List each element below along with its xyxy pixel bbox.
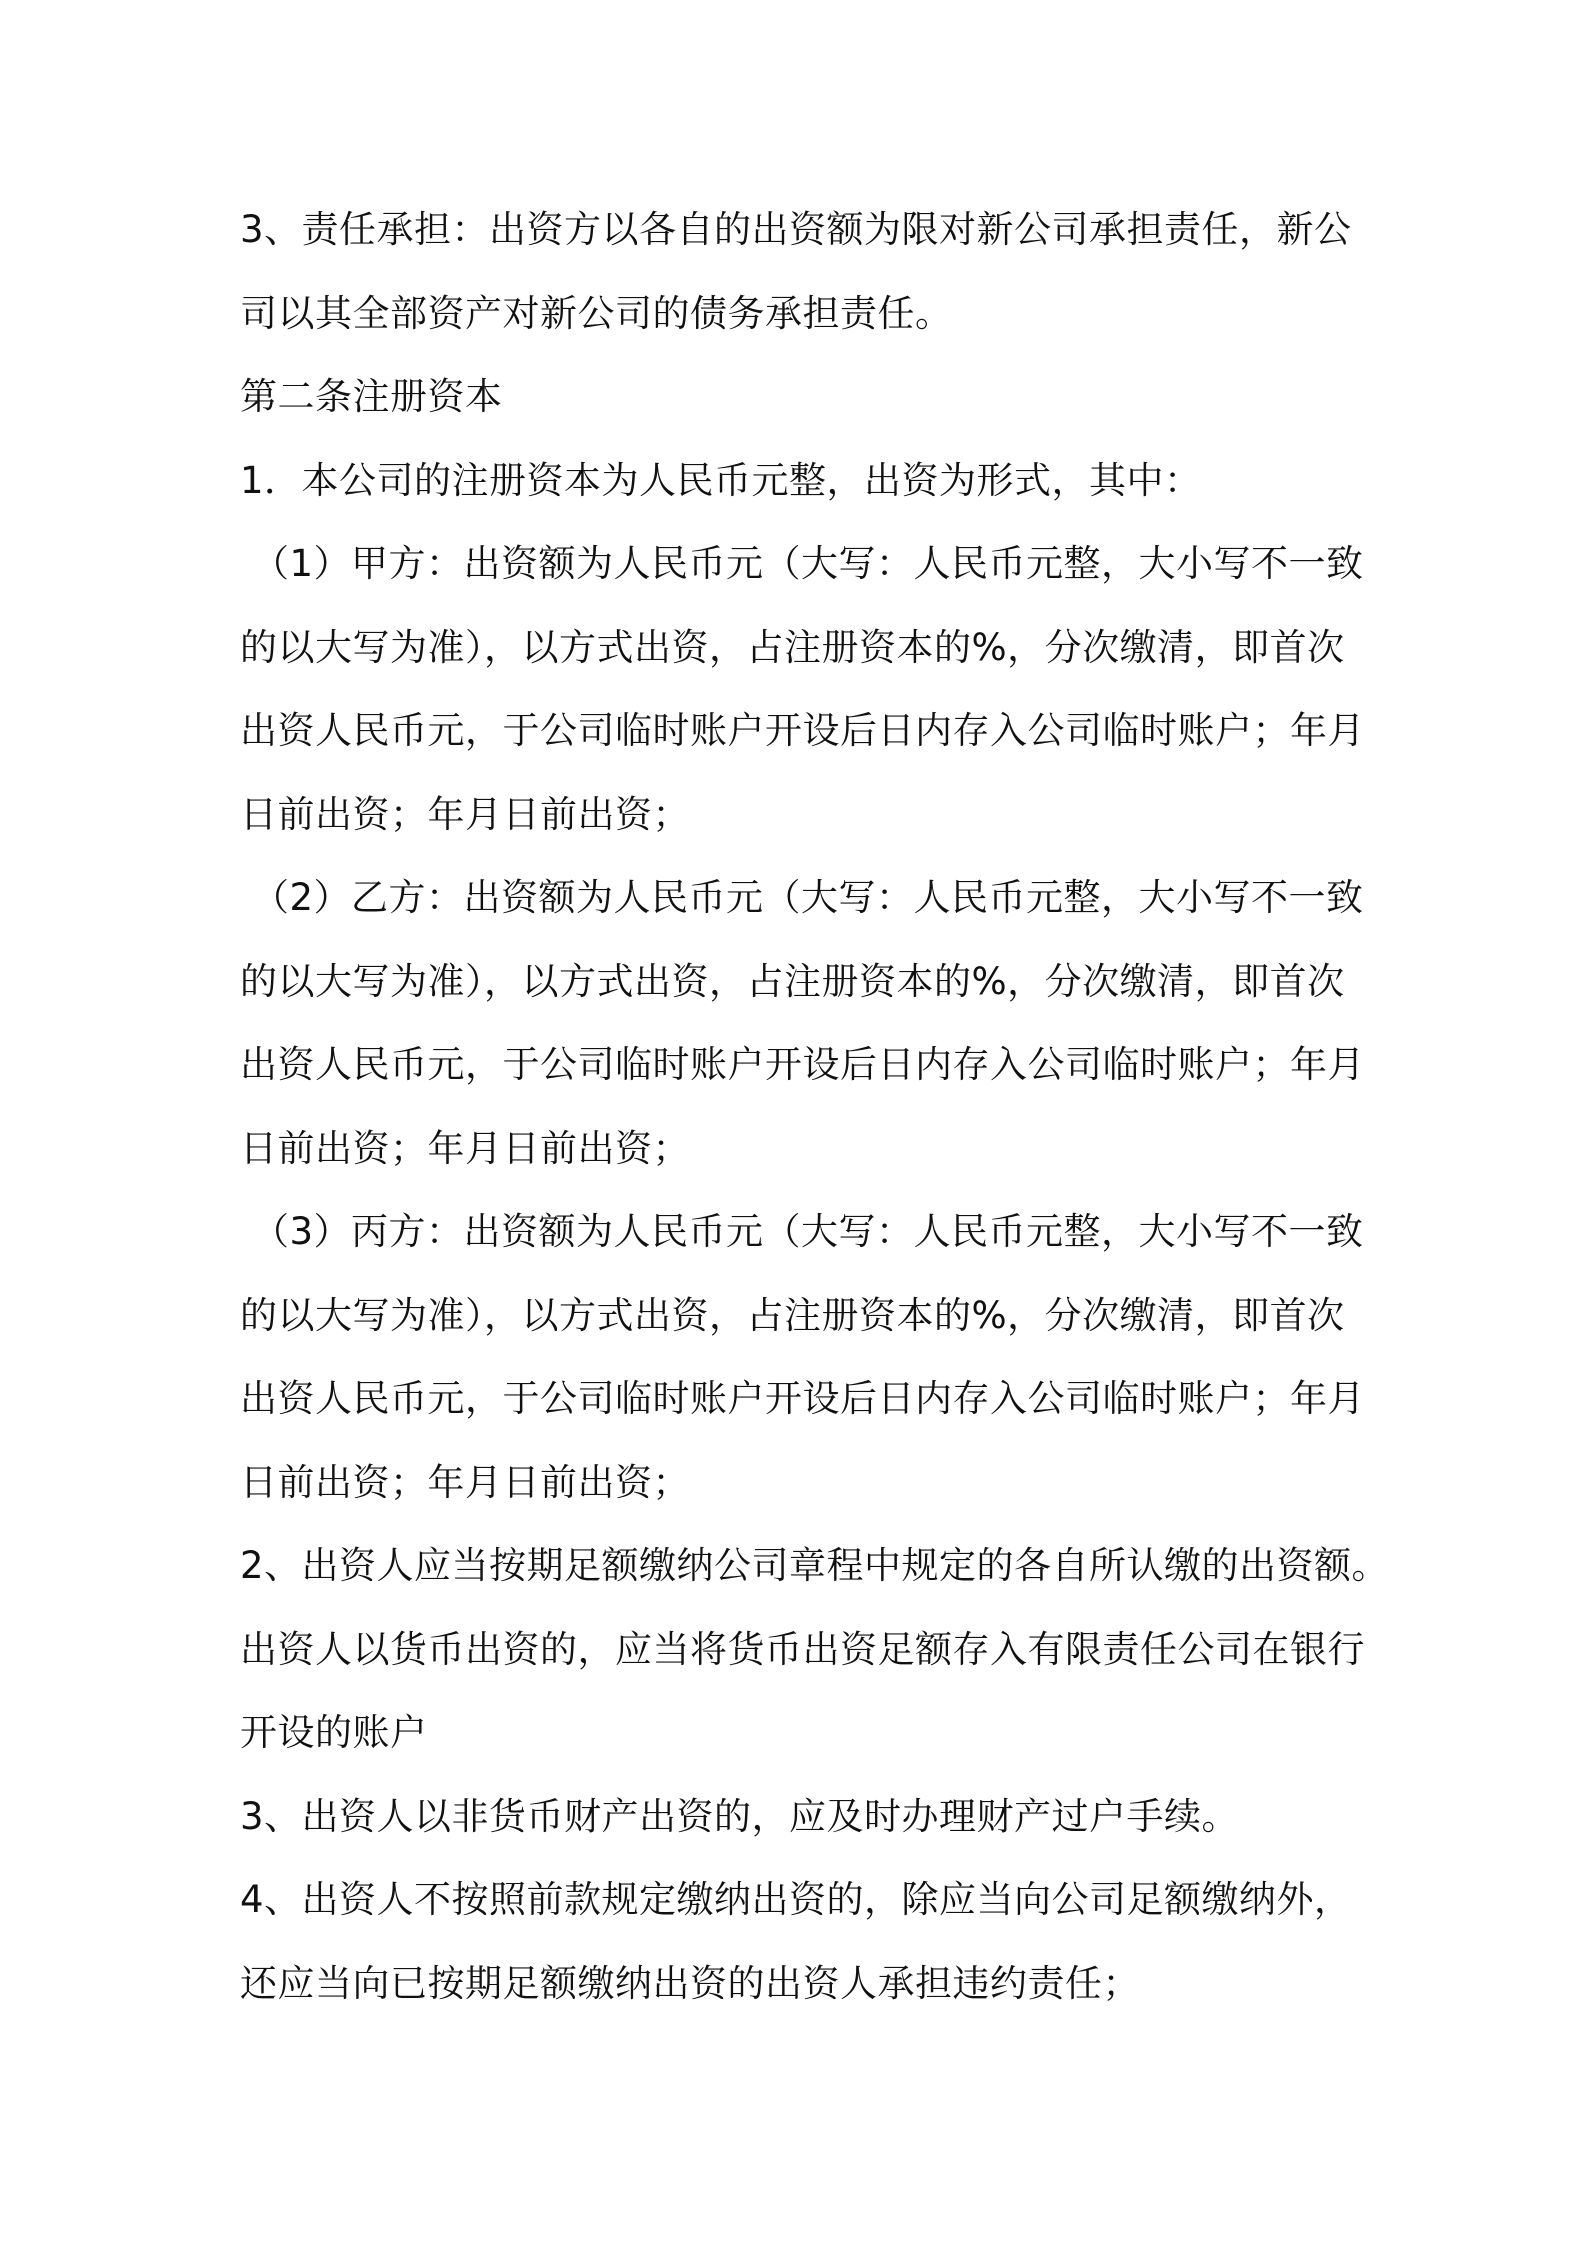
document-body	[240, 188, 1390, 2025]
text-line: 日前出资；年月日前出资；	[240, 1126, 690, 1170]
text-line: 1．本公司的注册资本为人民币元整，出资为形式，其中：	[240, 458, 1202, 502]
text-line: 出资人以货币出资的，应当将货币出资足额存入有限责任公司在银行	[240, 1627, 1365, 1671]
text-line: 出资人民币元，于公司临时账户开设后日内存入公司临时账户；年月	[240, 1377, 1365, 1420]
text-line: 开设的账户	[240, 1711, 428, 1754]
text-line: （2）乙方：出资额为人民币元（大写：人民币元整，大小写不一致	[252, 876, 1364, 919]
text-line: 的以大写为准），以方式出资，占注册资本的%，分次缴清，即首次	[240, 625, 1345, 669]
text-line: 3、出资人以非货币财产出资的，应及时办理财产过户手续。	[240, 1794, 1240, 1838]
text-line: 日前出资；年月日前出资；	[240, 792, 690, 836]
text-line: （3）丙方：出资额为人民币元（大写：人民币元整，大小写不一致	[252, 1210, 1364, 1253]
text-line: 日前出资；年月日前出资；	[240, 1460, 690, 1504]
text-line: 出资人民币元，于公司临时账户开设后日内存入公司临时账户；年月	[240, 1043, 1365, 1086]
text-line: 司以其全部资产对新公司的债务承担责任。	[240, 291, 953, 335]
section-heading: 第二条注册资本	[240, 375, 503, 418]
text-line: 的以大写为准），以方式出资，占注册资本的%，分次缴清，即首次	[240, 959, 1345, 1003]
text-line: 2、出资人应当按期足额缴纳公司章程中规定的各自所认缴的出资额。	[240, 1544, 1390, 1587]
text-line: 3、责任承担：出资方以各自的出资额为限对新公司承担责任，新公	[240, 208, 1352, 251]
text-line: 的以大写为准），以方式出资，占注册资本的%，分次缴清，即首次	[240, 1293, 1345, 1337]
text-line: 4、出资人不按照前款规定缴纳出资的，除应当向公司足额缴纳外，	[240, 1878, 1352, 1921]
text-line: 还应当向已按期足额缴纳出资的出资人承担违约责任；	[240, 1961, 1140, 2005]
text-line: 出资人民币元，于公司临时账户开设后日内存入公司临时账户；年月	[240, 709, 1365, 752]
text-line: （1）甲方：出资额为人民币元（大写：人民币元整，大小写不一致	[252, 542, 1364, 585]
